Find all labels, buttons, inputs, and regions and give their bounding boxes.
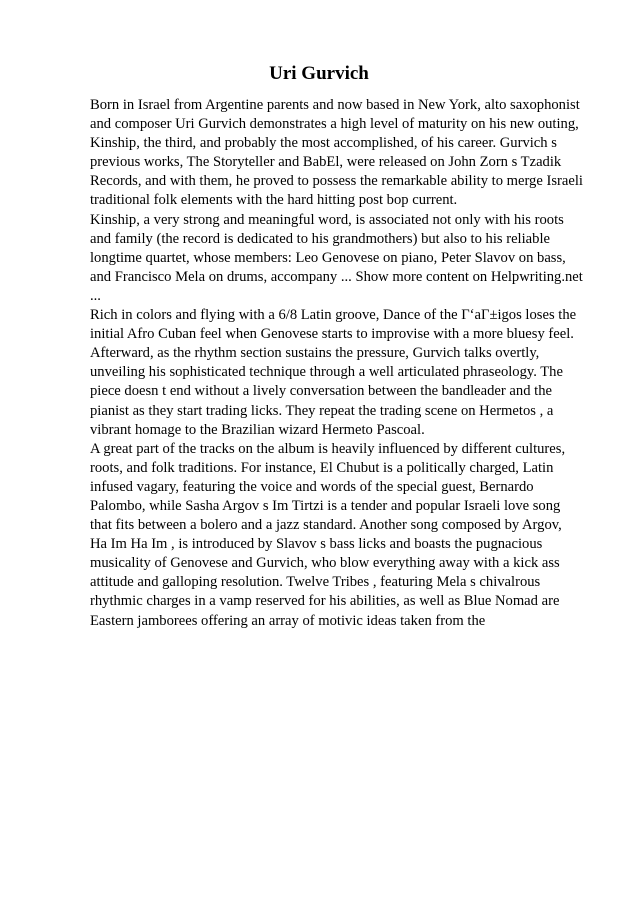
text-line: unveiling his sophisticated technique through a well articulated phraseology. The — [90, 364, 563, 381]
text-line: Afterward, as the rhythm section sustains the pressure, Gurvich talks overtly, — [90, 345, 540, 362]
text-line: musicality of Genovese and Gurvich, who blow everything away with a kick ass — [90, 555, 560, 572]
text-line: Kinship, the third, and probably the most accomplished, of his career. Gurvich s — [90, 135, 557, 152]
text-line: that fits between a bolero and a jazz standard. Another song composed by Argov, — [90, 517, 562, 534]
text-line: Records, and with them, he proved to possess the remarkable ability to merge Israeli — [90, 173, 583, 190]
text-line: Rich in colors and flying with a 6/8 Latin groove, Dance of the Г‘аГ±igos loses the — [90, 307, 577, 324]
text-line: rhythmic charges in a vamp reserved for his abilities, as well as Blue Nomad are — [90, 593, 560, 610]
text-line: previous works, The Storyteller and BabEl, were released on John Zorn s Tzadik — [90, 154, 562, 171]
text-line: Ha Im Ha Im , is introduced by Slavov s bass licks and boasts the pugnacious — [90, 536, 543, 553]
page-title: Uri Gurvich — [269, 63, 369, 84]
text-line: initial Afro Cuban feel when Genovese starts to improvise with a more bluesy feel. — [90, 326, 574, 343]
body-text — [90, 96, 602, 631]
text-line: pianist as they start trading licks. They repeat the trading scene on Hermetos , a — [90, 402, 554, 419]
text-line: ... — [90, 287, 101, 304]
text-line: attitude and galloping resolution. Twelve Tribes , featuring Mela s chivalrous — [90, 574, 541, 591]
text-line: and family (the record is dedicated to his grandmothers) but also to his reliable — [90, 230, 550, 247]
text-line: traditional folk elements with the hard hitting post bop current. — [90, 192, 458, 209]
text-line: Kinship, a very strong and meaningful word, is associated not only with his roots — [90, 211, 564, 228]
text-line: Born in Israel from Argentine parents and now based in New York, alto saxophonist — [90, 97, 580, 113]
text-line: infused vagary, featuring the voice and words of the special guest, Bernardo — [90, 478, 534, 495]
text-line: Eastern jamborees offering an array of motivic ideas taken from the — [90, 612, 486, 629]
text-line: and composer Uri Gurvich demonstrates a high level of maturity on his new outing, — [90, 116, 579, 133]
text-line: Palombo, while Sasha Argov s Im Tirtzi is a tender and popular Israeli love song — [90, 497, 561, 514]
text-line: vibrant homage to the Brazilian wizard Hermeto Pascoal. — [90, 421, 425, 438]
text-line: and Francisco Mela on drums, accompany ... Show more content on Helpwriting.net — [90, 268, 583, 285]
text-line: piece doesn t end without a lively conversation between the bandleader and the — [90, 383, 552, 400]
text-line: roots, and folk traditions. For instance, El Chubut is a politically charged, Latin — [90, 459, 554, 476]
text-line: A great part of the tracks on the album is heavily influenced by different cultures, — [90, 440, 566, 457]
text-line: longtime quartet, whose members: Leo Genovese on piano, Peter Slavov on bass, — [90, 249, 566, 266]
